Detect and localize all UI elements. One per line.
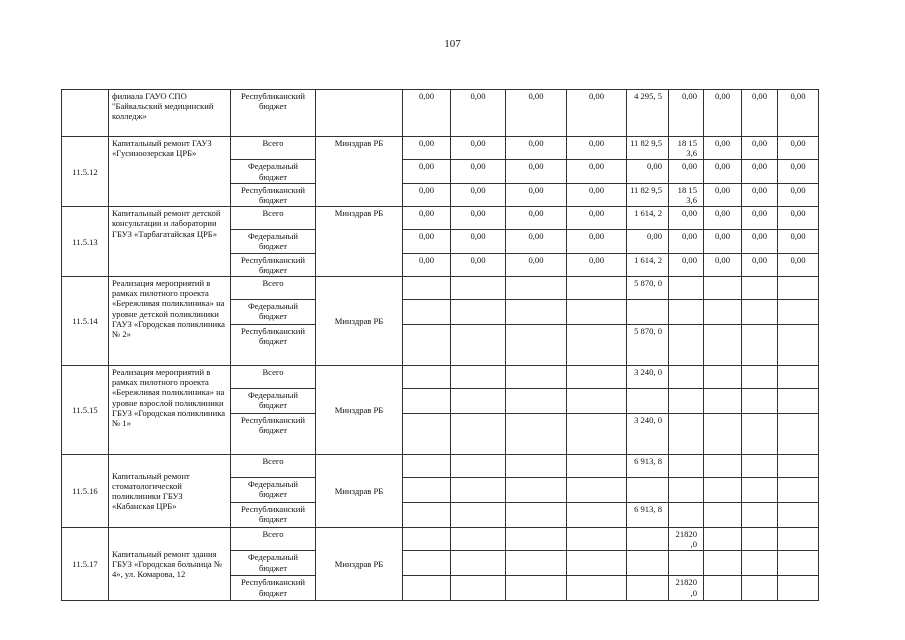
row-measure-name: Реализация мероприятий в рамках пилотного проекта «Бережливая поликлиника» на уровне взрослой поликлиники ГБУЗ «Городская поликлиника № 1»: [109, 366, 231, 455]
row-code: 11.5.16: [62, 455, 109, 528]
amount-cell: 0,00: [567, 183, 627, 206]
amount-cell: [704, 366, 742, 389]
amount-cell: 0,00: [506, 230, 567, 253]
amount-cell: 0,00: [742, 160, 778, 183]
funding-source: Федеральный бюджет: [231, 160, 316, 183]
amount-cell: [451, 277, 506, 300]
table-row: [62, 366, 819, 389]
amount-cell: [778, 551, 819, 576]
row-measure-name: Капитальный ремонт стоматологической поликлиники ГБУЗ «Кабанская ЦРБ»: [109, 455, 231, 528]
amount-cell: [506, 478, 567, 503]
amount-cell: 0,00: [451, 90, 506, 137]
row-executor: Минздрав РБ: [316, 455, 403, 528]
amount-cell: [669, 389, 704, 414]
amount-cell: 0,00: [669, 90, 704, 137]
amount-cell: [742, 528, 778, 551]
funding-source: Всего: [231, 528, 316, 551]
amount-cell: [567, 366, 627, 389]
amount-cell: [567, 325, 627, 366]
amount-cell: [403, 414, 451, 455]
amount-cell: 0,00: [704, 137, 742, 160]
amount-cell: 21820 ,0: [669, 576, 704, 601]
amount-cell: 0,00: [778, 160, 819, 183]
amount-cell: [403, 551, 451, 576]
amount-cell: [778, 389, 819, 414]
amount-cell: 3 240, 0: [627, 366, 669, 389]
amount-cell: [669, 277, 704, 300]
amount-cell: 1 614, 2: [627, 253, 669, 276]
funding-source: Республиканский бюджет: [231, 503, 316, 528]
row-code: 11.5.12: [62, 137, 109, 207]
amount-cell: 5 870, 0: [627, 325, 669, 366]
amount-cell: 21820 ,0: [669, 528, 704, 551]
amount-cell: 0,00: [704, 183, 742, 206]
amount-cell: 0,00: [506, 207, 567, 230]
amount-cell: [451, 414, 506, 455]
amount-cell: [506, 503, 567, 528]
amount-cell: [403, 325, 451, 366]
row-code: 11.5.14: [62, 277, 109, 366]
amount-cell: 0,00: [567, 207, 627, 230]
amount-cell: 5 870, 0: [627, 277, 669, 300]
row-executor: Минздрав РБ: [316, 137, 403, 207]
table-row: [62, 455, 819, 478]
amount-cell: [669, 325, 704, 366]
amount-cell: [567, 528, 627, 551]
amount-cell: [567, 389, 627, 414]
funding-source: Республиканский бюджет: [231, 414, 316, 455]
amount-cell: [567, 455, 627, 478]
row-code: 11.5.15: [62, 366, 109, 455]
amount-cell: [704, 478, 742, 503]
amount-cell: 0,00: [506, 90, 567, 137]
amount-cell: [669, 478, 704, 503]
amount-cell: [506, 366, 567, 389]
amount-cell: [742, 576, 778, 601]
amount-cell: [567, 414, 627, 455]
amount-cell: 0,00: [567, 90, 627, 137]
amount-cell: 0,00: [451, 230, 506, 253]
amount-cell: [742, 551, 778, 576]
amount-cell: 0,00: [704, 207, 742, 230]
amount-cell: [403, 455, 451, 478]
amount-cell: 0,00: [506, 253, 567, 276]
amount-cell: 0,00: [451, 183, 506, 206]
amount-cell: 1 614, 2: [627, 207, 669, 230]
amount-cell: [403, 300, 451, 325]
amount-cell: [778, 325, 819, 366]
funding-source: Федеральный бюджет: [231, 389, 316, 414]
amount-cell: 0,00: [451, 160, 506, 183]
amount-cell: 0,00: [403, 230, 451, 253]
amount-cell: [778, 455, 819, 478]
funding-source: Федеральный бюджет: [231, 230, 316, 253]
amount-cell: [506, 528, 567, 551]
amount-cell: [506, 576, 567, 601]
row-executor: Минздрав РБ: [316, 528, 403, 601]
amount-cell: [704, 576, 742, 601]
amount-cell: [669, 300, 704, 325]
amount-cell: [451, 576, 506, 601]
amount-cell: [669, 455, 704, 478]
amount-cell: 0,00: [506, 137, 567, 160]
row-measure-name: Капитальный ремонт ГАУЗ «Гусиноозерская ЦРБ»: [109, 137, 231, 207]
amount-cell: 0,00: [506, 160, 567, 183]
amount-cell: [567, 576, 627, 601]
amount-cell: 0,00: [506, 183, 567, 206]
table-row: [62, 277, 819, 300]
row-executor: Минздрав РБ: [316, 277, 403, 366]
amount-cell: [403, 366, 451, 389]
amount-cell: 0,00: [778, 207, 819, 230]
amount-cell: [704, 414, 742, 455]
amount-cell: [742, 300, 778, 325]
amount-cell: 0,00: [742, 207, 778, 230]
row-code: [62, 90, 109, 137]
amount-cell: [704, 455, 742, 478]
amount-cell: [704, 551, 742, 576]
amount-cell: [403, 503, 451, 528]
amount-cell: 0,00: [403, 137, 451, 160]
amount-cell: [742, 325, 778, 366]
page-number: 107: [444, 38, 461, 50]
amount-cell: 0,00: [742, 90, 778, 137]
amount-cell: 18 15 3,6: [669, 137, 704, 160]
funding-source: Всего: [231, 137, 316, 160]
table-row: [62, 137, 819, 160]
amount-cell: [567, 551, 627, 576]
amount-cell: [451, 503, 506, 528]
amount-cell: 0,00: [742, 183, 778, 206]
amount-cell: 0,00: [403, 160, 451, 183]
amount-cell: [742, 414, 778, 455]
funding-source: Федеральный бюджет: [231, 551, 316, 576]
funding-source: Республиканский бюджет: [231, 253, 316, 276]
amount-cell: [567, 277, 627, 300]
amount-cell: [669, 414, 704, 455]
amount-cell: 0,00: [704, 230, 742, 253]
amount-cell: [451, 455, 506, 478]
amount-cell: [403, 576, 451, 601]
funding-source: Всего: [231, 207, 316, 230]
funding-source: Всего: [231, 366, 316, 389]
amount-cell: 0,00: [669, 253, 704, 276]
amount-cell: [627, 551, 669, 576]
amount-cell: [778, 366, 819, 389]
amount-cell: [704, 325, 742, 366]
amount-cell: [778, 576, 819, 601]
amount-cell: 11 82 9,5: [627, 137, 669, 160]
amount-cell: 0,00: [627, 160, 669, 183]
amount-cell: [742, 277, 778, 300]
amount-cell: 0,00: [451, 207, 506, 230]
amount-cell: 0,00: [627, 230, 669, 253]
amount-cell: 0,00: [742, 137, 778, 160]
amount-cell: 0,00: [704, 253, 742, 276]
amount-cell: [704, 277, 742, 300]
amount-cell: [778, 414, 819, 455]
amount-cell: 0,00: [669, 207, 704, 230]
amount-cell: 0,00: [778, 230, 819, 253]
row-code: 11.5.17: [62, 528, 109, 601]
amount-cell: 0,00: [742, 253, 778, 276]
amount-cell: [506, 414, 567, 455]
amount-cell: 0,00: [778, 90, 819, 137]
amount-cell: [403, 528, 451, 551]
row-measure-name: филиала ГАУО СПО "Байкальский медицинский колледж»: [109, 90, 231, 137]
table-row: [62, 207, 819, 230]
amount-cell: [451, 366, 506, 389]
amount-cell: [506, 325, 567, 366]
amount-cell: [506, 389, 567, 414]
amount-cell: [403, 478, 451, 503]
table-row: [62, 528, 819, 551]
amount-cell: [669, 503, 704, 528]
amount-cell: [704, 503, 742, 528]
amount-cell: [778, 528, 819, 551]
amount-cell: [778, 503, 819, 528]
funding-source: Республиканский бюджет: [231, 183, 316, 206]
amount-cell: 0,00: [403, 183, 451, 206]
amount-cell: [451, 528, 506, 551]
amount-cell: [567, 300, 627, 325]
amount-cell: 0,00: [567, 160, 627, 183]
amount-cell: [742, 389, 778, 414]
amount-cell: [567, 503, 627, 528]
amount-cell: 0,00: [778, 183, 819, 206]
amount-cell: [778, 300, 819, 325]
amount-cell: 0,00: [451, 137, 506, 160]
amount-cell: 0,00: [669, 160, 704, 183]
amount-cell: [451, 551, 506, 576]
amount-cell: [506, 455, 567, 478]
amount-cell: [704, 300, 742, 325]
amount-cell: [704, 528, 742, 551]
amount-cell: [669, 551, 704, 576]
amount-cell: 6 913, 8: [627, 503, 669, 528]
amount-cell: 0,00: [778, 137, 819, 160]
amount-cell: 0,00: [704, 90, 742, 137]
amount-cell: [451, 478, 506, 503]
row-measure-name: Реализация мероприятий в рамках пилотного проекта «Бережливая поликлиника» на уровне детской поликлиники ГАУЗ «Городская поликлиника № 2»: [109, 277, 231, 366]
row-measure-name: Капитальный ремонт детской консультации и лаборатории ГБУЗ «Тарбагатайская ЦРБ»: [109, 207, 231, 277]
amount-cell: [403, 389, 451, 414]
amount-cell: [403, 277, 451, 300]
amount-cell: [627, 300, 669, 325]
table-row: [62, 90, 819, 137]
amount-cell: 4 295, 5: [627, 90, 669, 137]
amount-cell: [627, 478, 669, 503]
funding-source: Республиканский бюджет: [231, 90, 316, 137]
amount-cell: 0,00: [451, 253, 506, 276]
amount-cell: [627, 576, 669, 601]
funding-source: Всего: [231, 277, 316, 300]
amount-cell: [506, 300, 567, 325]
amount-cell: 0,00: [704, 160, 742, 183]
row-executor: [316, 90, 403, 137]
amount-cell: [451, 325, 506, 366]
amount-cell: 0,00: [567, 253, 627, 276]
amount-cell: [742, 455, 778, 478]
amount-cell: 11 82 9,5: [627, 183, 669, 206]
funding-source: Всего: [231, 455, 316, 478]
amount-cell: 0,00: [778, 253, 819, 276]
amount-cell: 0,00: [567, 137, 627, 160]
budget-table: [61, 89, 819, 601]
row-executor: Минздрав РБ: [316, 366, 403, 455]
amount-cell: [669, 366, 704, 389]
row-measure-name: Капитальный ремонт здания ГБУЗ «Городская больница № 4», ул. Комарова, 12: [109, 528, 231, 601]
funding-source: Федеральный бюджет: [231, 478, 316, 503]
amount-cell: [506, 277, 567, 300]
amount-cell: 6 913, 8: [627, 455, 669, 478]
amount-cell: [742, 366, 778, 389]
funding-source: Республиканский бюджет: [231, 576, 316, 601]
amount-cell: [704, 389, 742, 414]
amount-cell: [627, 389, 669, 414]
amount-cell: 0,00: [403, 90, 451, 137]
amount-cell: [778, 277, 819, 300]
amount-cell: 0,00: [567, 230, 627, 253]
amount-cell: 18 15 3,6: [669, 183, 704, 206]
row-executor: Минздрав РБ: [316, 207, 403, 277]
funding-source: Федеральный бюджет: [231, 300, 316, 325]
amount-cell: [451, 300, 506, 325]
amount-cell: 3 240, 0: [627, 414, 669, 455]
amount-cell: [506, 551, 567, 576]
amount-cell: 0,00: [403, 207, 451, 230]
amount-cell: 0,00: [403, 253, 451, 276]
amount-cell: 0,00: [742, 230, 778, 253]
amount-cell: [567, 478, 627, 503]
amount-cell: [742, 478, 778, 503]
amount-cell: 0,00: [669, 230, 704, 253]
row-code: 11.5.13: [62, 207, 109, 277]
amount-cell: [627, 528, 669, 551]
amount-cell: [778, 478, 819, 503]
amount-cell: [451, 389, 506, 414]
funding-source: Республиканский бюджет: [231, 325, 316, 366]
amount-cell: [742, 503, 778, 528]
